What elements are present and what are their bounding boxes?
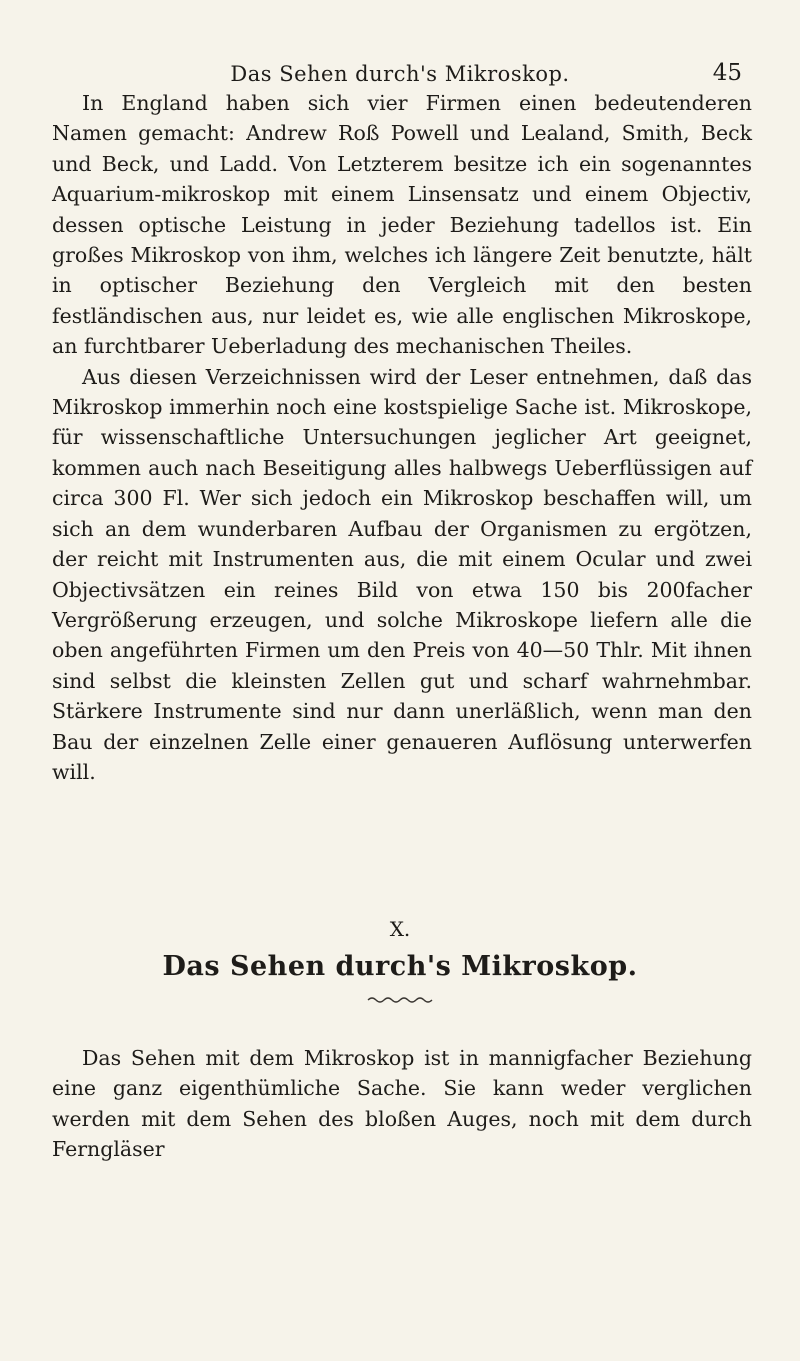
chapter-title: Das Sehen durch's Mikroskop. (162, 951, 638, 982)
body-text-lower (52, 1043, 752, 1165)
page-number: 45 (712, 60, 742, 86)
paragraph: Aus diesen Verzeichnissen wird der Leser entnehmen, daß das Mikroskop immerhin noch eine kostspielige Sache ist. Mikroskope, für wissenschaftliche Untersuchungen jeglicher Art geeignet, kommen auch nach Beseitigung alles halbwegs Ueberflüssigen auf circa 300 Fl. Wer sich jedoch ein Mikroskop beschaffen will, um sich an dem wunderbaren Aufbau der Organismen zu ergötzen, der reicht mit Instrumenten aus, die mit einem Ocular und zwei Objectivsätzen ein reines Bild von etwa 150 bis 200facher Vergrößerung erzeugen, und solche Mikroskope liefern alle die oben angeführten Firmen um den Preis von 40—50 Thlr. Mit ihnen sind selbst die kleinsten Zellen gut und scharf wahrnehmbar. Stärkere Instrumente sind nur dann unerläßlich, wenn man den Bau der einzelnen Zelle einer genaueren Auflösung unterwerfen will. (52, 364, 752, 784)
running-title: Das Sehen durch's Mikroskop. (230, 62, 570, 86)
body-text-upper (52, 88, 752, 787)
paragraph: In England haben sich vier Firmen einen bedeutenderen Namen gemacht: Andrew Roß Powell und Lealand, Smith, Beck und Beck, und Ladd. Von Letzterem besitze ich ein sogenanntes Aquarium-mikroskop mit einem Linsensatz und einem Objectiv, dessen optische Leistung in jeder Beziehung tadellos ist. Ein großes Mikroskop von ihm, welches ich längere Zeit benutzte, hält in optischer Beziehung den Vergleich mit den besten festländischen aus, nur leidet es, wie alle englischen Mikroskope, an furchtbarer Ueberladung des mechanischen Theiles. (52, 91, 752, 359)
chapter-number: X. (389, 917, 411, 941)
paragraph: Das Sehen mit dem Mikroskop ist in mannigfacher Beziehung eine ganz eigenthümliche Sache. Sie kann weder verglichen werden mit dem Sehen des bloßen Auges, noch mit dem durch Ferngläser (52, 1046, 752, 1162)
wavy-rule-ornament-icon (366, 995, 434, 1005)
